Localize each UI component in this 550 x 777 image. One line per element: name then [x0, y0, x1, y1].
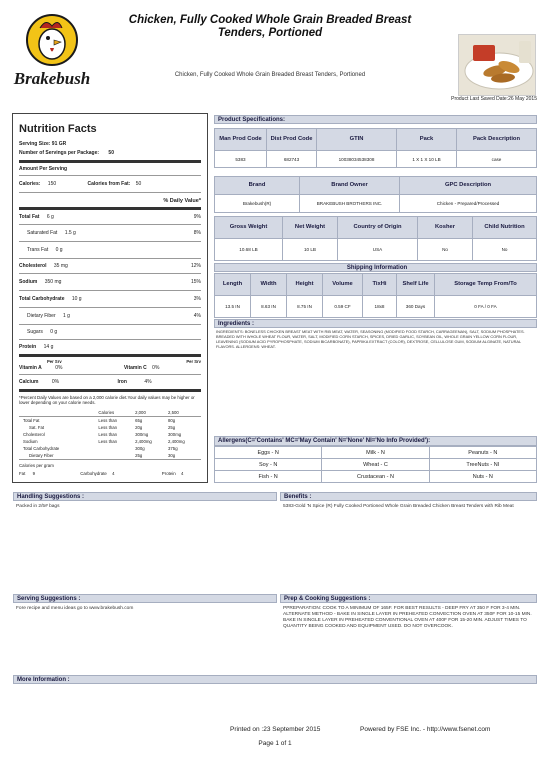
nutrient-list: [19, 210, 201, 357]
amount-per-serving: Amount Per Serving: [19, 166, 201, 176]
page-subtitle: Chicken, Fully Cooked Whole Grain Breaded Breast Tenders, Portioned: [174, 72, 366, 78]
nutrient-row: Cholesterol 35 mg 12%: [19, 259, 201, 274]
cal-per-gram-label: Calories per gram: [19, 462, 54, 468]
product-photo: [458, 34, 536, 96]
dv-reference-table: Calories 2,000 2,500 Total Fat Less than 65g 80g Sat. Fat Less than 20g 25g Cholesterol Less than 300mg 300mg Sodium Less than 2,400mg 2,400mg Total Carbohydrate 300g 375g Dietary Fiber 25g 30g: [19, 409, 201, 460]
printed-date: Printed on :23 September 2015: [230, 726, 321, 733]
ingredients-text: INGREDIENTS: BONELESS CHICKEN BREAST MEAT WITH RIB MEAT, WATER, SEASONING (MODIFIED FOOD STARCH, CARRAGEENAN), SALT, SODIUM PHOSPHATES. BREADED WITH WHOLE WHEAT FLOUR, WATER, SALT, MODIFIED CORN STARCH, SPICES, DRIED GARLIC, SOYBEAN OIL, WHOLE GRAIN YELLOW CORN FLOUR, LEAVENING (SODIUM ACID PYROPHOSPHATE, SODIUM BICARBONATE), PAPRIKA EXTRACT (COLOR), DEXTROSE, CELLULOSE GUM, SODIUM ALGINATE, NATURAL FLAVORS. ALLERGENS: WHEAT.: [216, 329, 525, 349]
specs-header: Product Specifications:: [214, 115, 537, 124]
servings-label: Number of Servings per Package:: [19, 150, 100, 156]
allergens-header: Allergens(C='Contains' MC='May Contain' N='None' NI='No Info Provided'):: [214, 436, 537, 446]
calories-label: Calories:: [19, 181, 41, 187]
benefits-header: Benefits :: [280, 492, 537, 501]
brand-wordmark: Brakebush: [13, 69, 91, 88]
shipping-table: Length Width Height Volume TixHi Shelf Life Storage Temp From/To 13.5 IN 8.63 IN 8.75 IN 0.59 CF 18x8 360 Days 0 FA / 0 FA: [214, 273, 537, 318]
page-title: Chicken, Fully Cooked Whole Grain Breaded Breast Tenders, Portioned: [128, 14, 412, 39]
specs-table: Man Prod Code Dist Prod Code GTIN Pack Pack Description 5383 682743 10038034538308 1 X 1 X 10 LB case: [214, 128, 537, 168]
prep-text: PPREPARATION: COOK TO A MINIMUM OF 165F. FOR BEST RESULTS - DEEP FRY AT 350 F FOR 3-4 MIN. ALTERNATE METHOD - BAKE IN SINGLE LAYER IN PREHEATED CONVECTION OVEN AT 350F FOR 10-15 MIN. BAKE IN SINGLE LAYER IN PREHEATED CONVENTIONAL OVEN AT 400F FOR 15-20 MIN. ADJUST TIMES TO QUANTITY BEING COOKED AND EQUIPMENT USED. DO NOT OVERCOOK.: [283, 606, 532, 629]
cal-per-gram-row: Fat 9 Carbohydrate 4 Protein 4: [19, 470, 184, 476]
serving-size: Serving Size: 91 GR: [19, 141, 67, 147]
nutrient-row: Sugars 0 g: [19, 325, 201, 340]
last-saved-date: Product Last Saved Date:26 May 2015: [451, 96, 537, 102]
mineral-row: Calcium 0% Iron 4%: [19, 375, 201, 392]
servings-value: 50: [108, 150, 114, 156]
handling-text: Packed in 2/5# bags: [16, 504, 60, 509]
benefits-text: 5383-Gold 'N Spice (R) Fully Cooked Portioned Whole Grain Breaded Chicken Breast Tenders with Rib Meat: [283, 504, 514, 509]
per-srv-header: Per Srv Per Srv: [47, 359, 201, 364]
brand-table: Brand Brand Owner GPC Description Brakebush(R) BRAKEBUSH BROTHERS INC. Chicken - Prepared/Processed: [214, 176, 537, 213]
serving-text: Fore recipe and menu ideas go to www.brakebush.com: [16, 606, 134, 611]
serving-header: Serving Suggestions :: [13, 594, 277, 603]
shipping-header: Shipping Information: [214, 263, 537, 272]
prep-header: Prep & Cooking Suggestions :: [280, 594, 537, 603]
nutrient-row: Protein 14 g: [19, 340, 201, 357]
nutrient-row: Total Fat 6 g 9%: [19, 210, 201, 225]
nutrition-facts-title: Nutrition Facts: [19, 123, 97, 135]
daily-value-label: % Daily Value*: [19, 193, 201, 210]
nutrient-row: Sodium 350 mg 15%: [19, 274, 201, 291]
cal-fat-value: 50: [135, 181, 142, 187]
nutrient-row: Total Carbohydrate 10 g 3%: [19, 291, 201, 308]
dv-footnote: *Percent Daily Values are based on a 2,000 calorie diet.Your daily values may be higher or lower depending on your calorie needs.: [19, 395, 195, 406]
nutrient-row: Saturated Fat 1.5 g 8%: [19, 225, 201, 242]
brakebush-logo: [12, 10, 92, 94]
powered-by-link[interactable]: Powered by FSE Inc. - http://www.fsenet.com: [360, 726, 491, 733]
weight-table: Gross Weight Net Weight Country of Origin Kosher Child Nutrition 10.68 LB 10 LB USA No No: [214, 216, 537, 261]
vitamin-row: Vitamin A 0% Vitamin C 0%: [19, 364, 201, 375]
cal-fat-label: Calories from Fat:: [87, 181, 131, 187]
allergens-table: Eggs - N Milk - N Peanuts - N Soy - N Wheat - C TreeNuts - NI Fish - N Crustacean - N Nuts - N: [214, 446, 537, 483]
nutrient-row: Dietary Fiber 1 g 4%: [19, 308, 201, 325]
handling-header: Handling Suggestions :: [13, 492, 277, 501]
more-info-header: More Information :: [13, 675, 537, 684]
ingredients-header: Ingredients :: [214, 319, 537, 328]
page-number: Page 1 of 1: [258, 740, 292, 747]
nutrient-row: Trans Fat 0 g: [19, 242, 201, 259]
nutrition-facts-panel: [12, 113, 208, 483]
calories-value: 150: [47, 181, 57, 187]
